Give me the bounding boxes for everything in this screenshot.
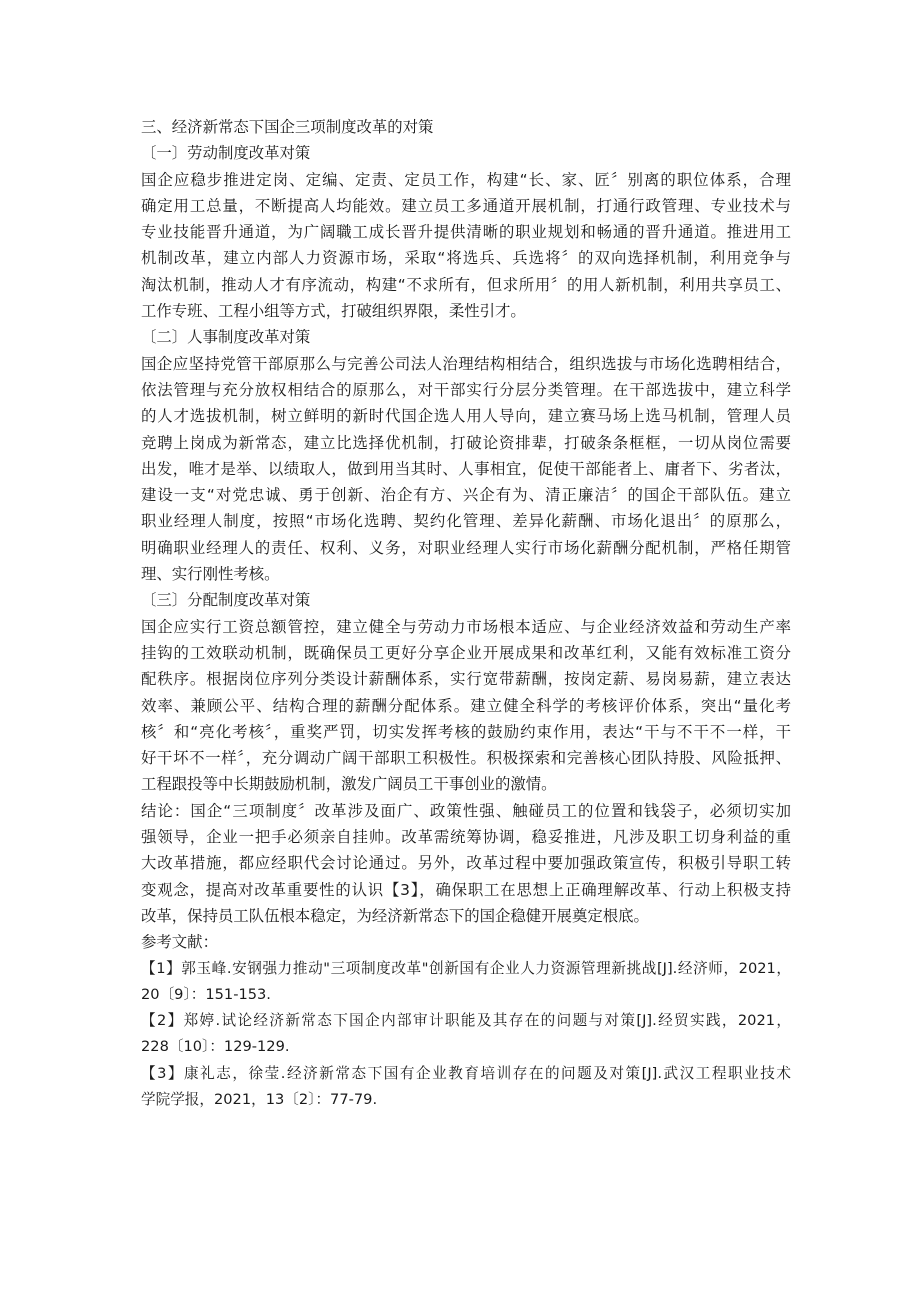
paragraph-line: 工程跟投等中长期鼓励机制，激发广阔员工干事创业的激情。: [141, 775, 557, 794]
paragraph-line: 明确职业经理人的责任、权利、义务，对职业经理人实行市场化薪酬分配机制，严格任期管: [141, 538, 791, 557]
reference-line: 学院学报，2021，13〔2〕：77-79.: [141, 1090, 378, 1108]
paragraph-line: 确定用工总量，不断提高人均能效。建立员工多通道开展机制，打通行政管理、专业技术与: [141, 196, 791, 215]
paragraph-line: 的人才选拔机制，树立鲜明的新时代国企选人用人导向，建立赛马场上选马机制，管理人员: [141, 407, 791, 426]
paragraph-line: 理、实行刚性考核。: [141, 565, 280, 584]
paragraph-line: 职业经理人制度，按照“市场化选聘、契约化管理、差异化薪酬、市场化退出〞的原那么，: [141, 512, 791, 531]
paragraph-line: 工作专班、工程小组等方式，打破组织界限，柔性引才。: [141, 302, 526, 321]
paragraph-line: 专业技能晋升通道，为广阔職工成长晋升提供清晰的职业规划和畅通的晋升通道。推进用工: [141, 223, 791, 242]
reference-line: 20〔9〕：151-153.: [141, 985, 271, 1003]
paragraph-line: 机制改革，建立内部人力资源市场，采取“将选兵、兵选将〞的双向选择机制，利用竞争与: [141, 249, 791, 268]
references-heading: 参考文献：: [141, 933, 218, 952]
paragraph-line: 依法管理与充分放权相结合的原那么，对干部实行分层分类管理。在干部选拔中，建立科学: [141, 380, 791, 399]
paragraph-line: 核〞和“亮化考核〞，重奖严罚，切实发挥考核的鼓励约束作用，表达“干与不干不一样，干: [141, 722, 791, 741]
reference-line: 【3】康礼志，徐莹.经济新常态下国有企业教育培训存在的问题及对策[J].武汉工程职业技术: [141, 1064, 791, 1082]
conclusion-line: 改革，保持员工队伍根本稳定，为经济新常态下的国企稳健开展奠定根底。: [141, 906, 649, 925]
subsection-heading: 〔二〕人事制度改革对策: [141, 328, 311, 347]
document-page: [141, 114, 791, 1113]
paragraph-line: 效率、兼顾公平、结构合理的薪酬分配体系。建立健全科学的考核评价体系，突出“量化考: [141, 696, 791, 715]
paragraph-line: 出发，唯才是举、以绩取人，做到用当其时、人事相宜，促使干部能者上、庸者下、劣者汰，: [141, 459, 791, 478]
paragraph-line: 国企应稳步推进定岗、定编、定责、定员工作，构建“长、家、匠〞别离的职位体系，合理: [141, 170, 791, 189]
conclusion-line: 大改革措施，都应经职代会讨论通过。另外，改革过程中要加强政策宣传，积极引导职工转: [141, 854, 791, 873]
paragraph-line: 建设一支“对党忠诚、勇于创新、治企有方、兴企有为、清正廉洁〞的国企干部队伍。建立: [141, 486, 791, 505]
paragraph-line: 淘汰机制，推动人才有序流动，构建“不求所有，但求所用〞的用人新机制，利用共享员工、: [141, 275, 791, 294]
paragraph-line: 国企应实行工资总额管控，建立健全与劳动力市场根本适应、与企业经济效益和劳动生产率: [141, 617, 791, 636]
reference-line: 228〔10〕：129-129.: [141, 1038, 290, 1056]
section-title: 三、经济新常态下国企三项制度改革的对策: [141, 118, 434, 136]
conclusion-line: 强领导，企业一把手必须亲自挂帅。改革需统筹协调，稳妥推进，凡涉及职工切身利益的重: [141, 828, 791, 847]
paragraph-line: 好干坏不一样〞，充分调动广阔干部职工积极性。积极探索和完善核心团队持股、风险抵押、: [141, 749, 791, 768]
reference-line: 【1】郭玉峰.安钢强力推动"三项制度改革"创新国有企业人力资源管理新挑战[J].经济师，2021，: [141, 959, 791, 977]
subsection-heading: 〔一〕劳动制度改革对策: [141, 144, 311, 163]
paragraph-line: 国企应坚持党管干部原那么与完善公司法人治理结构相结合，组织选拔与市场化选聘相结合，: [141, 354, 791, 373]
subsection-heading: 〔三〕分配制度改革对策: [141, 591, 311, 610]
reference-line: 【2】郑婷.试论经济新常态下国企内部审计职能及其存在的问题与对策[J].经贸实践，2021，: [141, 1012, 791, 1030]
conclusion-line: 结论：国企“三项制度〞改革涉及面广、政策性强、触碰员工的位置和钱袋子，必须切实加: [141, 801, 791, 820]
paragraph-line: 竞聘上岗成为新常态，建立比选择优机制，打破论资排辈，打破条条框框，一切从岗位需要: [141, 433, 791, 452]
paragraph-line: 配秩序。根据岗位序列分类设计薪酬体系，实行宽带薪酬，按岗定薪、易岗易薪，建立表达: [141, 670, 791, 689]
conclusion-line: 变观念，提高对改革重要性的认识【3】，确保职工在思想上正确理解改革、行动上积极支持: [141, 880, 791, 899]
paragraph-line: 挂钩的工效联动机制，既确保员工更好分享企业开展成果和改革红利，又能有效标准工资分: [141, 643, 791, 662]
